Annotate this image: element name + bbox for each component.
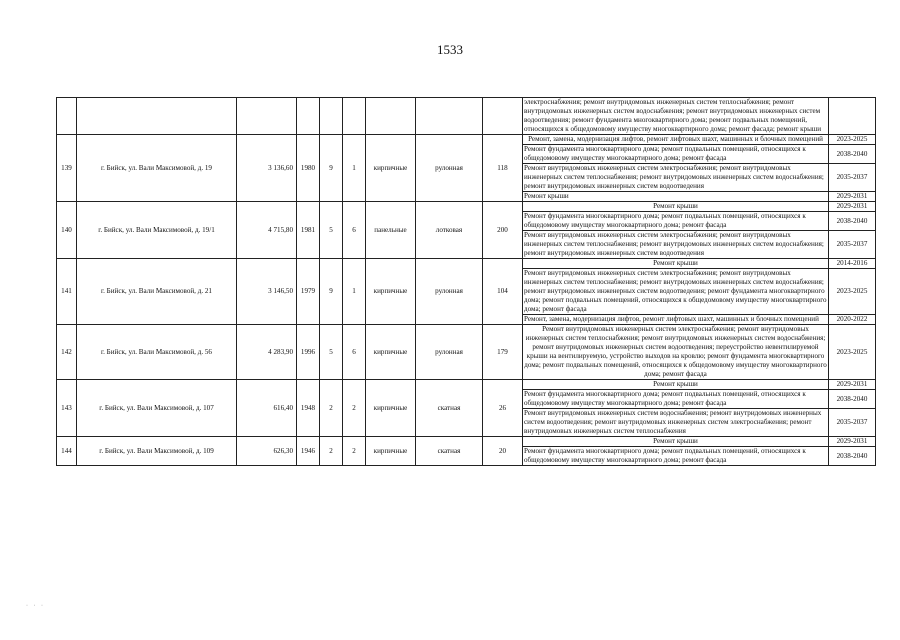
empty-cell bbox=[320, 98, 343, 135]
table-row-continuation bbox=[57, 98, 876, 135]
residents-cell: 200 bbox=[483, 202, 523, 259]
year-cell: 1948 bbox=[297, 380, 320, 437]
residents-cell: 179 bbox=[483, 325, 523, 380]
floors-cell: 5 bbox=[320, 325, 343, 380]
work-period-cell: 2038-2040 bbox=[829, 390, 876, 409]
table-row bbox=[57, 380, 876, 390]
row-number-cell: 140 bbox=[57, 202, 77, 259]
page-number: 1533 bbox=[437, 42, 463, 57]
address-cell: г. Бийск, ул. Вали Максимовой, д. 109 bbox=[77, 437, 237, 466]
work-period-cell bbox=[829, 98, 876, 135]
roof-type-cell: рулонная bbox=[416, 259, 483, 325]
row-number-cell: 144 bbox=[57, 437, 77, 466]
work-period-cell: 2035-2037 bbox=[829, 231, 876, 259]
work-description-cell: Ремонт крыши bbox=[523, 259, 829, 269]
roof-type-cell: рулонная bbox=[416, 325, 483, 380]
empty-cell bbox=[416, 98, 483, 135]
empty-cell bbox=[77, 98, 237, 135]
residents-cell: 26 bbox=[483, 380, 523, 437]
work-description-cell: Ремонт крыши bbox=[523, 192, 829, 202]
year-cell: 1980 bbox=[297, 135, 320, 202]
area-cell: 4 715,80 bbox=[237, 202, 297, 259]
entrances-cell: 2 bbox=[343, 380, 366, 437]
entrances-cell: 6 bbox=[343, 325, 366, 380]
row-number-cell: 143 bbox=[57, 380, 77, 437]
work-description-cell: Ремонт, замена, модернизация лифтов, ремонт лифтовых шахт, машинных и блочных помещений bbox=[523, 135, 829, 145]
entrances-cell: 6 bbox=[343, 202, 366, 259]
table-row bbox=[57, 259, 876, 269]
entrances-cell: 2 bbox=[343, 437, 366, 466]
empty-cell bbox=[366, 98, 416, 135]
table-body bbox=[57, 98, 876, 466]
area-cell: 4 283,90 bbox=[237, 325, 297, 380]
residents-cell: 104 bbox=[483, 259, 523, 325]
wall-material-cell: кирпичные bbox=[366, 325, 416, 380]
address-cell: г. Бийск, ул. Вали Максимовой, д. 107 bbox=[77, 380, 237, 437]
row-number-cell: 141 bbox=[57, 259, 77, 325]
table-row bbox=[57, 202, 876, 212]
work-description-cell: Ремонт внутридомовых инженерных систем электроснабжения; ремонт внутридомовых инженерных систем теплоснабжения; ремонт внутридомовых инженерных систем водоснабжения; ремонт внутридомовых инженерных систем водоотведения bbox=[523, 231, 829, 259]
work-description-cell: Ремонт внутридомовых инженерных систем электроснабжения; ремонт внутридомовых инженерных систем теплоснабжения; ремонт внутридомовых инженерных систем водоснабжения; ремонт внутридомовых инженерных систем водоотведения; переустройство невентилируемой крыши на вентилируемую, устройство выходов на кровлю; ремонт фундамента многоквартирного дома; ремонт подвальных помещений, относящихся к общедомовому имуществу многоквартирного дома; ремонт фасада bbox=[524, 325, 827, 378]
work-description-cell: электроснабжения; ремонт внутридомовых инженерных систем теплоснабжения; ремонт внутридомовых инженерных систем водоснабжения; ремонт внутридомовых инженерных систем водоотведения; ремонт фундамента многоквартирного дома; ремонт подвальных помещений, относящихся к общедомовому имуществу многоквартирного дома; ремонт фасада; ремонт крыши bbox=[523, 98, 829, 135]
work-period-cell: 2035-2037 bbox=[829, 409, 876, 437]
work-period-cell: 2029-2031 bbox=[829, 202, 876, 212]
address-cell: г. Бийск, ул. Вали Максимовой, д. 19 bbox=[77, 135, 237, 202]
area-cell: 3 146,50 bbox=[237, 259, 297, 325]
scan-specks: · · · bbox=[26, 603, 45, 609]
roof-type-cell: скатная bbox=[416, 380, 483, 437]
empty-cell bbox=[57, 98, 77, 135]
wall-material-cell: панельные bbox=[366, 202, 416, 259]
work-period-cell: 2038-2040 bbox=[829, 145, 876, 164]
work-period-cell: 2029-2031 bbox=[829, 437, 876, 447]
table-row bbox=[57, 325, 876, 380]
empty-cell bbox=[297, 98, 320, 135]
residents-cell: 118 bbox=[483, 135, 523, 202]
address-cell: г. Бийск, ул. Вали Максимовой, д. 19/1 bbox=[77, 202, 237, 259]
work-description-cell: Ремонт крыши bbox=[523, 202, 829, 212]
work-description-cell: Ремонт внутридомовых инженерных систем водоснабжения; ремонт внутридомовых инженерных систем водоотведения; ремонт внутридомовых инженерных систем электроснабжения; ремонт внутридомовых инженерных систем теплоснабжения bbox=[523, 409, 829, 437]
roof-type-cell: рулонная bbox=[416, 135, 483, 202]
wall-material-cell: кирпичные bbox=[366, 380, 416, 437]
work-description-cell: Ремонт крыши bbox=[523, 380, 829, 390]
floors-cell: 9 bbox=[320, 135, 343, 202]
work-period-cell: 2029-2031 bbox=[829, 380, 876, 390]
empty-cell bbox=[343, 98, 366, 135]
row-number-cell: 142 bbox=[57, 325, 77, 380]
residents-cell: 20 bbox=[483, 437, 523, 466]
floors-cell: 5 bbox=[320, 202, 343, 259]
address-cell: г. Бийск, ул. Вали Максимовой, д. 56 bbox=[77, 325, 237, 380]
housing-repair-table bbox=[56, 97, 876, 466]
year-cell: 1981 bbox=[297, 202, 320, 259]
work-description-cell: Ремонт фундамента многоквартирного дома; ремонт подвальных помещений, относящихся к общедомовому имуществу многоквартирного дома; ремонт фасада bbox=[523, 145, 829, 164]
work-period-cell: 2020-2022 bbox=[829, 315, 876, 325]
area-cell: 3 136,60 bbox=[237, 135, 297, 202]
roof-type-cell: лотковая bbox=[416, 202, 483, 259]
entrances-cell: 1 bbox=[343, 135, 366, 202]
entrances-cell: 1 bbox=[343, 259, 366, 325]
roof-type-cell: скатная bbox=[416, 437, 483, 466]
work-period-cell: 2035-2037 bbox=[829, 164, 876, 192]
row-number-cell: 139 bbox=[57, 135, 77, 202]
work-period-cell: 2038-2040 bbox=[829, 212, 876, 231]
table-row bbox=[57, 437, 876, 447]
work-period-cell: 2038-2040 bbox=[829, 447, 876, 466]
floors-cell: 2 bbox=[320, 437, 343, 466]
wall-material-cell: кирпичные bbox=[366, 437, 416, 466]
year-cell: 1996 bbox=[297, 325, 320, 380]
work-description-cell: Ремонт фундамента многоквартирного дома; ремонт подвальных помещений, относящихся к общедомовому имуществу многоквартирного дома; ремонт фасада bbox=[523, 212, 829, 231]
wall-material-cell: кирпичные bbox=[366, 259, 416, 325]
work-description-cell: Ремонт фундамента многоквартирного дома; ремонт подвальных помещений, относящихся к общедомовому имуществу многоквартирного дома; ремонт фасада bbox=[523, 390, 829, 409]
work-period-cell: 2029-2031 bbox=[829, 192, 876, 202]
table-row bbox=[57, 135, 876, 145]
floors-cell: 9 bbox=[320, 259, 343, 325]
area-cell: 616,40 bbox=[237, 380, 297, 437]
work-description-cell: Ремонт фундамента многоквартирного дома; ремонт подвальных помещений, относящихся к общедомовому имуществу многоквартирного дома; ремонт фасада bbox=[523, 447, 829, 466]
empty-cell bbox=[483, 98, 523, 135]
work-description-cell: Ремонт крыши bbox=[523, 437, 829, 447]
floors-cell: 2 bbox=[320, 380, 343, 437]
work-description-cell: Ремонт, замена, модернизация лифтов, ремонт лифтовых шахт, машинных и блочных помещений bbox=[523, 315, 829, 325]
area-cell: 626,30 bbox=[237, 437, 297, 466]
year-cell: 1946 bbox=[297, 437, 320, 466]
year-cell: 1979 bbox=[297, 259, 320, 325]
address-cell: г. Бийск, ул. Вали Максимовой, д. 21 bbox=[77, 259, 237, 325]
work-period-cell: 2023-2025 bbox=[829, 325, 876, 380]
empty-cell bbox=[237, 98, 297, 135]
wall-material-cell: кирпичные bbox=[366, 135, 416, 202]
work-description-cell: Ремонт внутридомовых инженерных систем электроснабжения; ремонт внутридомовых инженерных систем теплоснабжения; ремонт внутридомовых инженерных систем водоснабжения; ремонт внутридомовых инженерных систем водоотведения bbox=[523, 164, 829, 192]
work-period-cell: 2023-2025 bbox=[829, 269, 876, 315]
work-description-cell: Ремонт внутридомовых инженерных систем электроснабжения; ремонт внутридомовых инженерных систем теплоснабжения; ремонт внутридомовых инженерных систем водоснабжения; ремонт внутридомовых инженерных систем водоотведения; ремонт фундамента многоквартирного дома; ремонт подвальных помещений, относящихся к общедомовому имуществу многоквартирного дома; ремонт фасада bbox=[524, 269, 827, 313]
work-period-cell: 2023-2025 bbox=[829, 135, 876, 145]
work-period-cell: 2014-2016 bbox=[829, 259, 876, 269]
